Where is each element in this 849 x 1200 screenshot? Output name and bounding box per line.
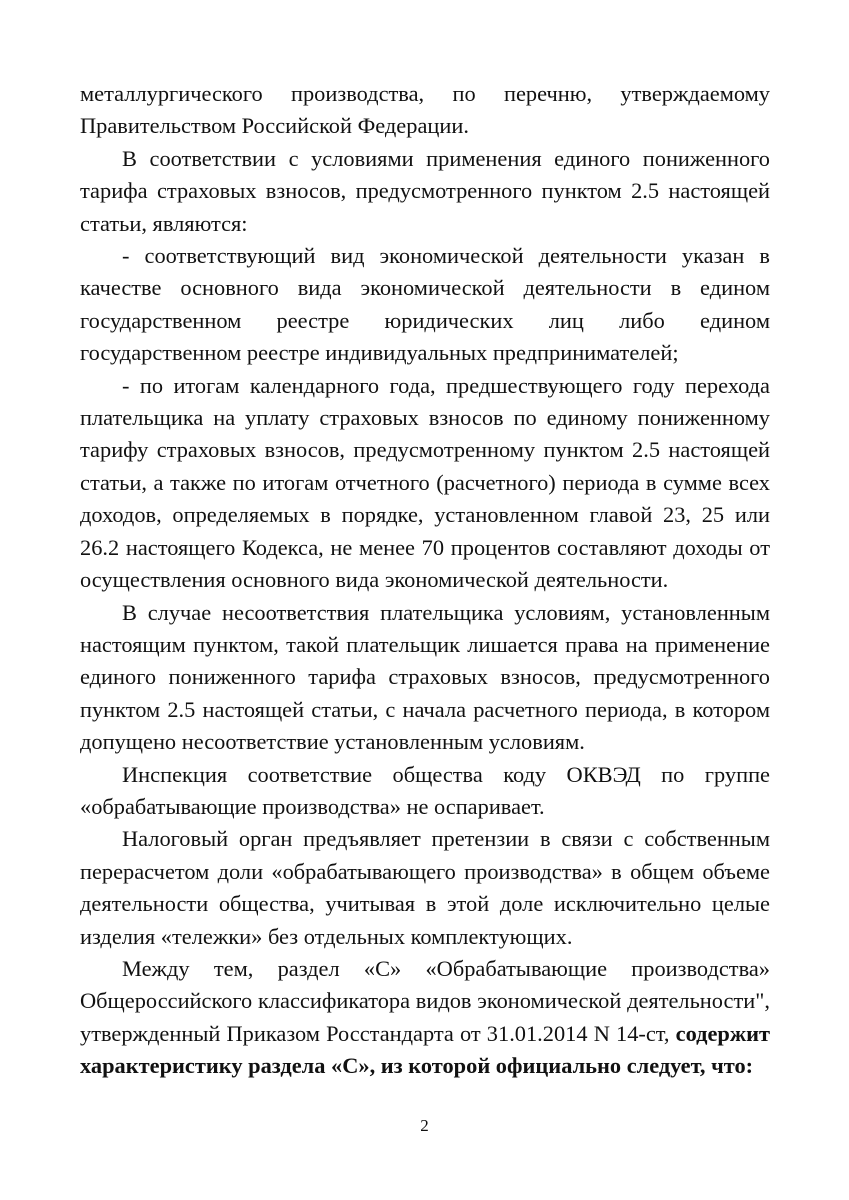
page-number: 2 xyxy=(420,1116,429,1135)
paragraph-1: металлургического производства, по перечню, утверждаемому Правительством Российской Федерации. xyxy=(80,81,770,139)
paragraph-3: - соответствующий вид экономической деятельности указан в качестве основного вида экономической деятельности в едином государственном реестре юридических лиц либо едином государственном реестре индивидуальных предпринимателей; xyxy=(80,243,770,366)
paragraph-5: В случае несоответствия плательщика условиям, установленным настоящим пунктом, такой плательщик лишается права на применение единого пониженного тарифа страховых взносов, предусмотренного пунктом 2.5 настоящей статьи, с начала расчетного периода, в котором допущено несоответствие установленным условиям. xyxy=(80,599,770,755)
paragraph-8-bold-text: содержит характеристику раздела «С», из которой официально следует, что: xyxy=(80,1020,770,1079)
document-body xyxy=(80,78,770,1083)
paragraph-8 xyxy=(80,953,770,1083)
paragraph-6: Инспекция соответствие общества коду ОКВЭД по группе «обрабатывающие производства» не оспаривает. xyxy=(80,761,770,819)
paragraph-2: В соответствии с условиями применения единого пониженного тарифа страховых взносов, предусмотренного пунктом 2.5 настоящей статьи, являются: xyxy=(80,145,770,236)
paragraph-4: - по итогам календарного года, предшествующего году перехода плательщика на уплату страховых взносов по единому пониженному тарифу страховых взносов, предусмотренному пунктом 2.5 настоящей статьи, а также по итогам отчетного (расчетного) периода в сумме всех доходов, определяемых в порядке, установленном главой 23, 25 или 26.2 настоящего Кодекса, не менее 70 процентов составляют доходы от осуществления основного вида экономической деятельности. xyxy=(80,372,770,593)
paragraph-8-normal-text: Между тем, раздел «С» «Обрабатывающие производства» Общероссийского классификатора видов экономической деятельности", утвержденный Приказом Росстандарта от 31.01.2014 N 14-ст, xyxy=(80,955,770,1046)
paragraph-7: Налоговый орган предъявляет претензии в связи с собственным перерасчетом доли «обрабатывающего производства» в общем объеме деятельности общества, учитывая в этой доле исключительно целые изделия «тележки» без отдельных комплектующих. xyxy=(80,826,770,949)
